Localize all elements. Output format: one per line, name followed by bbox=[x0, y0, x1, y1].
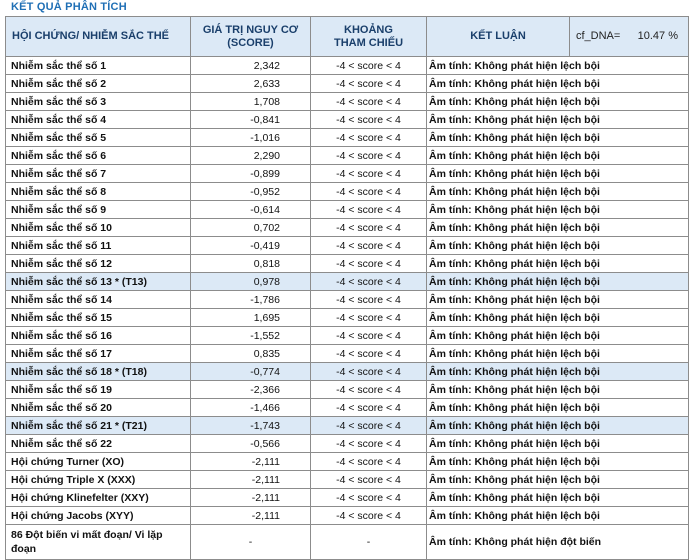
cell-conclusion: Âm tính: Không phát hiện lệch bội bbox=[427, 291, 689, 309]
cell-score: 1,708 bbox=[191, 93, 311, 111]
header-range: KHOẢNG THAM CHIẾU bbox=[311, 17, 427, 57]
table-header bbox=[6, 17, 689, 57]
table-row bbox=[6, 525, 689, 560]
cell-score: -0,774 bbox=[191, 363, 311, 381]
cell-conclusion: Âm tính: Không phát hiện lệch bội bbox=[427, 507, 689, 525]
cell-conclusion: Âm tính: Không phát hiện lệch bội bbox=[427, 399, 689, 417]
cell-conclusion: Âm tính: Không phát hiện lệch bội bbox=[427, 327, 689, 345]
cell-range: -4 < score < 4 bbox=[311, 417, 427, 435]
cell-score: -0,841 bbox=[191, 111, 311, 129]
cell-conclusion: Âm tính: Không phát hiện lệch bội bbox=[427, 417, 689, 435]
cell-conclusion: Âm tính: Không phát hiện lệch bội bbox=[427, 237, 689, 255]
cell-range: -4 < score < 4 bbox=[311, 93, 427, 111]
cell-name: Nhiễm sắc thể số 7 bbox=[6, 165, 191, 183]
cell-name: Nhiễm sắc thể số 16 bbox=[6, 327, 191, 345]
table-row bbox=[6, 93, 689, 111]
cell-range: - bbox=[311, 525, 427, 560]
cell-range: -4 < score < 4 bbox=[311, 183, 427, 201]
table-row bbox=[6, 507, 689, 525]
cell-range: -4 < score < 4 bbox=[311, 255, 427, 273]
cell-name: 86 Đột biến vi mất đoạn/ Vi lặp đoạn bbox=[6, 525, 191, 560]
cell-score: -2,111 bbox=[191, 489, 311, 507]
cell-range: -4 < score < 4 bbox=[311, 399, 427, 417]
cell-range: -4 < score < 4 bbox=[311, 147, 427, 165]
table-row bbox=[6, 111, 689, 129]
table-row bbox=[6, 219, 689, 237]
cell-conclusion: Âm tính: Không phát hiện lệch bội bbox=[427, 219, 689, 237]
cell-score: 0,835 bbox=[191, 345, 311, 363]
cell-conclusion: Âm tính: Không phát hiện lệch bội bbox=[427, 273, 689, 291]
table-row bbox=[6, 291, 689, 309]
cell-name: Hội chứng Triple X (XXX) bbox=[6, 471, 191, 489]
cell-conclusion: Âm tính: Không phát hiện lệch bội bbox=[427, 147, 689, 165]
table-row bbox=[6, 129, 689, 147]
cell-name: Nhiễm sắc thể số 12 bbox=[6, 255, 191, 273]
cell-range: -4 < score < 4 bbox=[311, 165, 427, 183]
cell-range: -4 < score < 4 bbox=[311, 219, 427, 237]
cell-conclusion: Âm tính: Không phát hiện lệch bội bbox=[427, 453, 689, 471]
cell-score: -1,016 bbox=[191, 129, 311, 147]
cell-name: Nhiễm sắc thể số 18 * (T18) bbox=[6, 363, 191, 381]
cell-range: -4 < score < 4 bbox=[311, 327, 427, 345]
cell-name: Nhiễm sắc thể số 2 bbox=[6, 75, 191, 93]
cf-dna-value: 10.47 % bbox=[637, 30, 678, 42]
cell-name: Nhiễm sắc thể số 9 bbox=[6, 201, 191, 219]
table-row bbox=[6, 309, 689, 327]
cell-name: Nhiễm sắc thể số 5 bbox=[6, 129, 191, 147]
table-row bbox=[6, 165, 689, 183]
cell-name: Nhiễm sắc thể số 22 bbox=[6, 435, 191, 453]
table-row bbox=[6, 489, 689, 507]
cell-range: -4 < score < 4 bbox=[311, 111, 427, 129]
cell-name: Nhiễm sắc thể số 19 bbox=[6, 381, 191, 399]
cell-range: -4 < score < 4 bbox=[311, 201, 427, 219]
cell-conclusion: Âm tính: Không phát hiện lệch bội bbox=[427, 57, 689, 75]
cell-score: 0,978 bbox=[191, 273, 311, 291]
table-row bbox=[6, 417, 689, 435]
table-row bbox=[6, 399, 689, 417]
table-row bbox=[6, 147, 689, 165]
header-syndrome: HỘI CHỨNG/ NHIỄM SẮC THỂ bbox=[6, 17, 191, 57]
table-row bbox=[6, 327, 689, 345]
cell-name: Nhiễm sắc thể số 17 bbox=[6, 345, 191, 363]
cell-conclusion: Âm tính: Không phát hiện lệch bội bbox=[427, 93, 689, 111]
cell-score: 0,818 bbox=[191, 255, 311, 273]
cell-conclusion: Âm tính: Không phát hiện lệch bội bbox=[427, 75, 689, 93]
cell-score: -0,614 bbox=[191, 201, 311, 219]
cell-conclusion: Âm tính: Không phát hiện lệch bội bbox=[427, 489, 689, 507]
cell-range: -4 < score < 4 bbox=[311, 471, 427, 489]
cell-score: -2,111 bbox=[191, 471, 311, 489]
cell-range: -4 < score < 4 bbox=[311, 381, 427, 399]
table-row bbox=[6, 363, 689, 381]
cell-score: -2,366 bbox=[191, 381, 311, 399]
cf-dna-label: cf_DNA= bbox=[576, 30, 621, 42]
cell-range: -4 < score < 4 bbox=[311, 453, 427, 471]
cell-range: -4 < score < 4 bbox=[311, 363, 427, 381]
table-row bbox=[6, 237, 689, 255]
cell-score: 0,702 bbox=[191, 219, 311, 237]
cell-name: Nhiễm sắc thể số 21 * (T21) bbox=[6, 417, 191, 435]
cell-score: 1,695 bbox=[191, 309, 311, 327]
table-row bbox=[6, 345, 689, 363]
cell-score: -0,566 bbox=[191, 435, 311, 453]
table-row bbox=[6, 75, 689, 93]
cell-name: Nhiễm sắc thể số 15 bbox=[6, 309, 191, 327]
cell-range: -4 < score < 4 bbox=[311, 75, 427, 93]
cell-score: -0,419 bbox=[191, 237, 311, 255]
cell-name: Nhiễm sắc thể số 3 bbox=[6, 93, 191, 111]
cell-range: -4 < score < 4 bbox=[311, 489, 427, 507]
cell-score: -1,743 bbox=[191, 417, 311, 435]
cell-range: -4 < score < 4 bbox=[311, 291, 427, 309]
table-row bbox=[6, 453, 689, 471]
cell-conclusion: Âm tính: Không phát hiện lệch bội bbox=[427, 183, 689, 201]
table-row bbox=[6, 201, 689, 219]
section-title: KẾT QUẢ PHÂN TÍCH bbox=[11, 1, 127, 13]
header-score: GIÁ TRỊ NGUY CƠ (SCORE) bbox=[191, 17, 311, 57]
cell-range: -4 < score < 4 bbox=[311, 57, 427, 75]
cell-conclusion: Âm tính: Không phát hiện lệch bội bbox=[427, 255, 689, 273]
cell-name: Hội chứng Jacobs (XYY) bbox=[6, 507, 191, 525]
cell-range: -4 < score < 4 bbox=[311, 345, 427, 363]
cell-name: Hội chứng Klinefelter (XXY) bbox=[6, 489, 191, 507]
cell-score: - bbox=[191, 525, 311, 560]
cell-range: -4 < score < 4 bbox=[311, 435, 427, 453]
cell-score: -1,552 bbox=[191, 327, 311, 345]
cell-name: Nhiễm sắc thể số 13 * (T13) bbox=[6, 273, 191, 291]
cell-range: -4 < score < 4 bbox=[311, 273, 427, 291]
cell-score: -2,111 bbox=[191, 507, 311, 525]
cell-score: -0,952 bbox=[191, 183, 311, 201]
cell-score: 2,342 bbox=[191, 57, 311, 75]
cell-name: Nhiễm sắc thể số 6 bbox=[6, 147, 191, 165]
cell-conclusion: Âm tính: Không phát hiện lệch bội bbox=[427, 363, 689, 381]
table-row bbox=[6, 183, 689, 201]
header-conclusion: KẾT LUẬN bbox=[427, 17, 570, 57]
cell-name: Nhiễm sắc thể số 11 bbox=[6, 237, 191, 255]
table-row bbox=[6, 273, 689, 291]
cell-name: Nhiễm sắc thể số 4 bbox=[6, 111, 191, 129]
cell-conclusion: Âm tính: Không phát hiện lệch bội bbox=[427, 111, 689, 129]
results-table bbox=[5, 16, 689, 560]
cell-name: Nhiễm sắc thể số 1 bbox=[6, 57, 191, 75]
table-body bbox=[6, 57, 689, 560]
header-cf-dna bbox=[570, 17, 689, 57]
cell-conclusion: Âm tính: Không phát hiện lệch bội bbox=[427, 129, 689, 147]
cell-name: Nhiễm sắc thể số 8 bbox=[6, 183, 191, 201]
table-row bbox=[6, 255, 689, 273]
cell-name: Nhiễm sắc thể số 14 bbox=[6, 291, 191, 309]
cell-range: -4 < score < 4 bbox=[311, 309, 427, 327]
cell-conclusion: Âm tính: Không phát hiện lệch bội bbox=[427, 345, 689, 363]
cell-score: -0,899 bbox=[191, 165, 311, 183]
cell-name: Nhiễm sắc thể số 10 bbox=[6, 219, 191, 237]
cell-score: -1,786 bbox=[191, 291, 311, 309]
table-row bbox=[6, 471, 689, 489]
cell-range: -4 < score < 4 bbox=[311, 129, 427, 147]
cell-conclusion: Âm tính: Không phát hiện lệch bội bbox=[427, 435, 689, 453]
cell-conclusion: Âm tính: Không phát hiện lệch bội bbox=[427, 201, 689, 219]
cell-conclusion: Âm tính: Không phát hiện đột biến bbox=[427, 525, 689, 560]
cell-range: -4 < score < 4 bbox=[311, 507, 427, 525]
cell-conclusion: Âm tính: Không phát hiện lệch bội bbox=[427, 165, 689, 183]
cell-score: 2,633 bbox=[191, 75, 311, 93]
cell-conclusion: Âm tính: Không phát hiện lệch bội bbox=[427, 309, 689, 327]
cell-name: Nhiễm sắc thể số 20 bbox=[6, 399, 191, 417]
cell-conclusion: Âm tính: Không phát hiện lệch bội bbox=[427, 471, 689, 489]
table-row bbox=[6, 381, 689, 399]
cell-name: Hội chứng Turner (XO) bbox=[6, 453, 191, 471]
cell-score: -2,111 bbox=[191, 453, 311, 471]
cell-range: -4 < score < 4 bbox=[311, 237, 427, 255]
table-row bbox=[6, 435, 689, 453]
table-row bbox=[6, 57, 689, 75]
cell-score: -1,466 bbox=[191, 399, 311, 417]
cell-score: 2,290 bbox=[191, 147, 311, 165]
cell-conclusion: Âm tính: Không phát hiện lệch bội bbox=[427, 381, 689, 399]
